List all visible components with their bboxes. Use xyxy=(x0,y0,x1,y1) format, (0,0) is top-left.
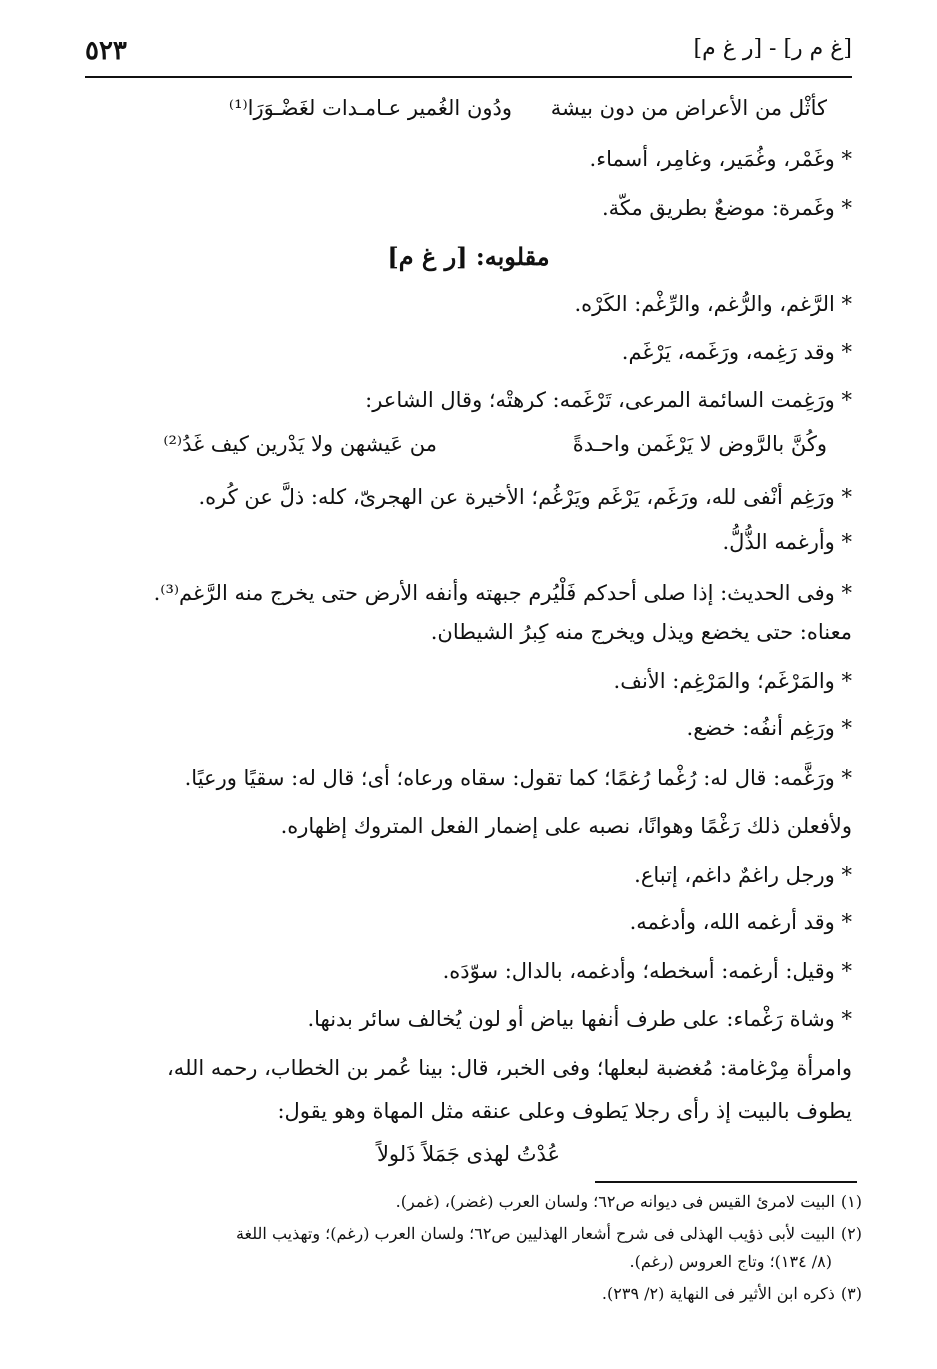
footnote xyxy=(80,1190,862,1214)
footnote-text: البيت لأبى ذؤيب الهذلى فى شرح أشعار الهذليين ص٦٢؛ ولسان العرب (رغم)؛ وتهذيب اللغة xyxy=(235,1224,835,1243)
closing-verse: عُدْتُ لهذى جَمَلاً ذَلولاً xyxy=(376,1142,561,1166)
entry-line: معناه: حتى يخضع ويذل ويخرج منه كِبرُ الشيطان. xyxy=(430,620,852,644)
footnote-text: البيت لامرئ القيس فى ديوانه ص٦٢؛ ولسان العرب (غضر)، (غمر). xyxy=(395,1192,835,1211)
footnote-number: (١) xyxy=(840,1192,862,1211)
entry-line: وامرأة مِرْغامة: مُغضبة لبعلها؛ وفى الخبر، قال: بينا عُمر بن الخطاب، رحمه الله، xyxy=(167,1056,852,1080)
entry-line: * وقد رَغِمه، ورَغَمه، يَرْغَم. xyxy=(621,340,852,364)
entry-line: * وأرغمه الذُّلُّ. xyxy=(722,530,852,554)
footnote-number: (٢) xyxy=(840,1224,862,1243)
entry-line: * ورَغِم أنْفى لله، ورَغَم، يَرْغَم ويَرْغُم؛ الأخيرة عن الهجرىّ، كله: ذلَّ عن كُره. xyxy=(198,485,852,509)
entry-line: * ورَغِم أنفُه: خضع. xyxy=(686,716,852,740)
page-header xyxy=(85,28,852,78)
footnote-text: ذكره ابن الأثير فى النهاية (٢/ ٢٣٩). xyxy=(601,1284,835,1303)
entry-line: * وقد أرغمه الله، وأدغمه. xyxy=(629,910,852,934)
footnote-number: (٣) xyxy=(840,1284,862,1303)
entry-line: * وغَمرة: موضعٌ بطريق مكّة. xyxy=(601,196,852,220)
verse2-second-hemistich: من عَيشهن ولا يَدْرين كيف غَدُ⁽²⁾ xyxy=(163,432,437,456)
entry-line: * وغَمْر، وغُمَير، وغامِر، أسماء. xyxy=(589,147,852,171)
entry-line: * الرَّغم، والرُّغم، والرِّغْم: الكَرْه. xyxy=(574,292,852,316)
verse1-first-hemistich: كأثْل من الأعراض من دون بيشة xyxy=(550,96,827,120)
footnote xyxy=(80,1282,862,1306)
running-head: [غ م ر] - [ر غ م] xyxy=(693,36,852,61)
section-heading: مقلوبه: [ر غ م] xyxy=(387,242,550,271)
page-number: ٥٢٣ xyxy=(85,36,127,66)
entry-line: يطوف بالبيت إذ رأى رجلا يَطوف وعلى عنقه مثل المهاة وهو يقول: xyxy=(277,1099,852,1123)
footnote xyxy=(80,1222,862,1246)
verse2-first-hemistich: وكُنَّ بالرَّوض لا يَرْغَمن واحـدةً xyxy=(572,432,827,456)
footnote-divider xyxy=(595,1181,857,1183)
entry-line: * وفى الحديث: إذا صلى أحدكم فَلْيُرم جبهته وأنفه الأرض حتى يخرج منه الرَّغم⁽³⁾. xyxy=(153,581,852,605)
entry-line: * والمَرْغَم؛ والمَرْغِم: الأنف. xyxy=(613,669,852,693)
entry-line: * وشاة رَغْماء: على طرف أنفها بياض أو لون يُخالف سائر بدنها. xyxy=(307,1007,852,1031)
entry-line: * ورَغَّمه: قال له: رُغْما رُغمًا؛ كما تقول: سقاه ورعاه؛ أى؛ قال له: سقيًا ورعيًا. xyxy=(184,766,852,790)
entry-line: * وقيل: أرغمه: أسخطه؛ وأدغمه، بالدال: سوّدَه. xyxy=(442,959,852,983)
verse1-second-hemistich: ودُون الغُمير عـامـدات لغَضْـوَرَا⁽¹⁾ xyxy=(228,96,512,120)
entry-line: ولأفعلن ذلك رَغْمًا وهوانًا، نصبه على إضمار الفعل المتروك إظهاره. xyxy=(280,814,852,838)
entry-line: * ورَغِمت السائمة المرعى، تَرْغَمه: كرهتْه؛ وقال الشاعر: xyxy=(365,388,852,412)
footnote-continuation xyxy=(80,1250,832,1274)
entry-line: * ورجل راغمٌ داغم، إتباع. xyxy=(634,863,852,887)
footnote-text: (٨/ ١٣٤)؛ وتاج العروس (رغم). xyxy=(629,1252,832,1271)
